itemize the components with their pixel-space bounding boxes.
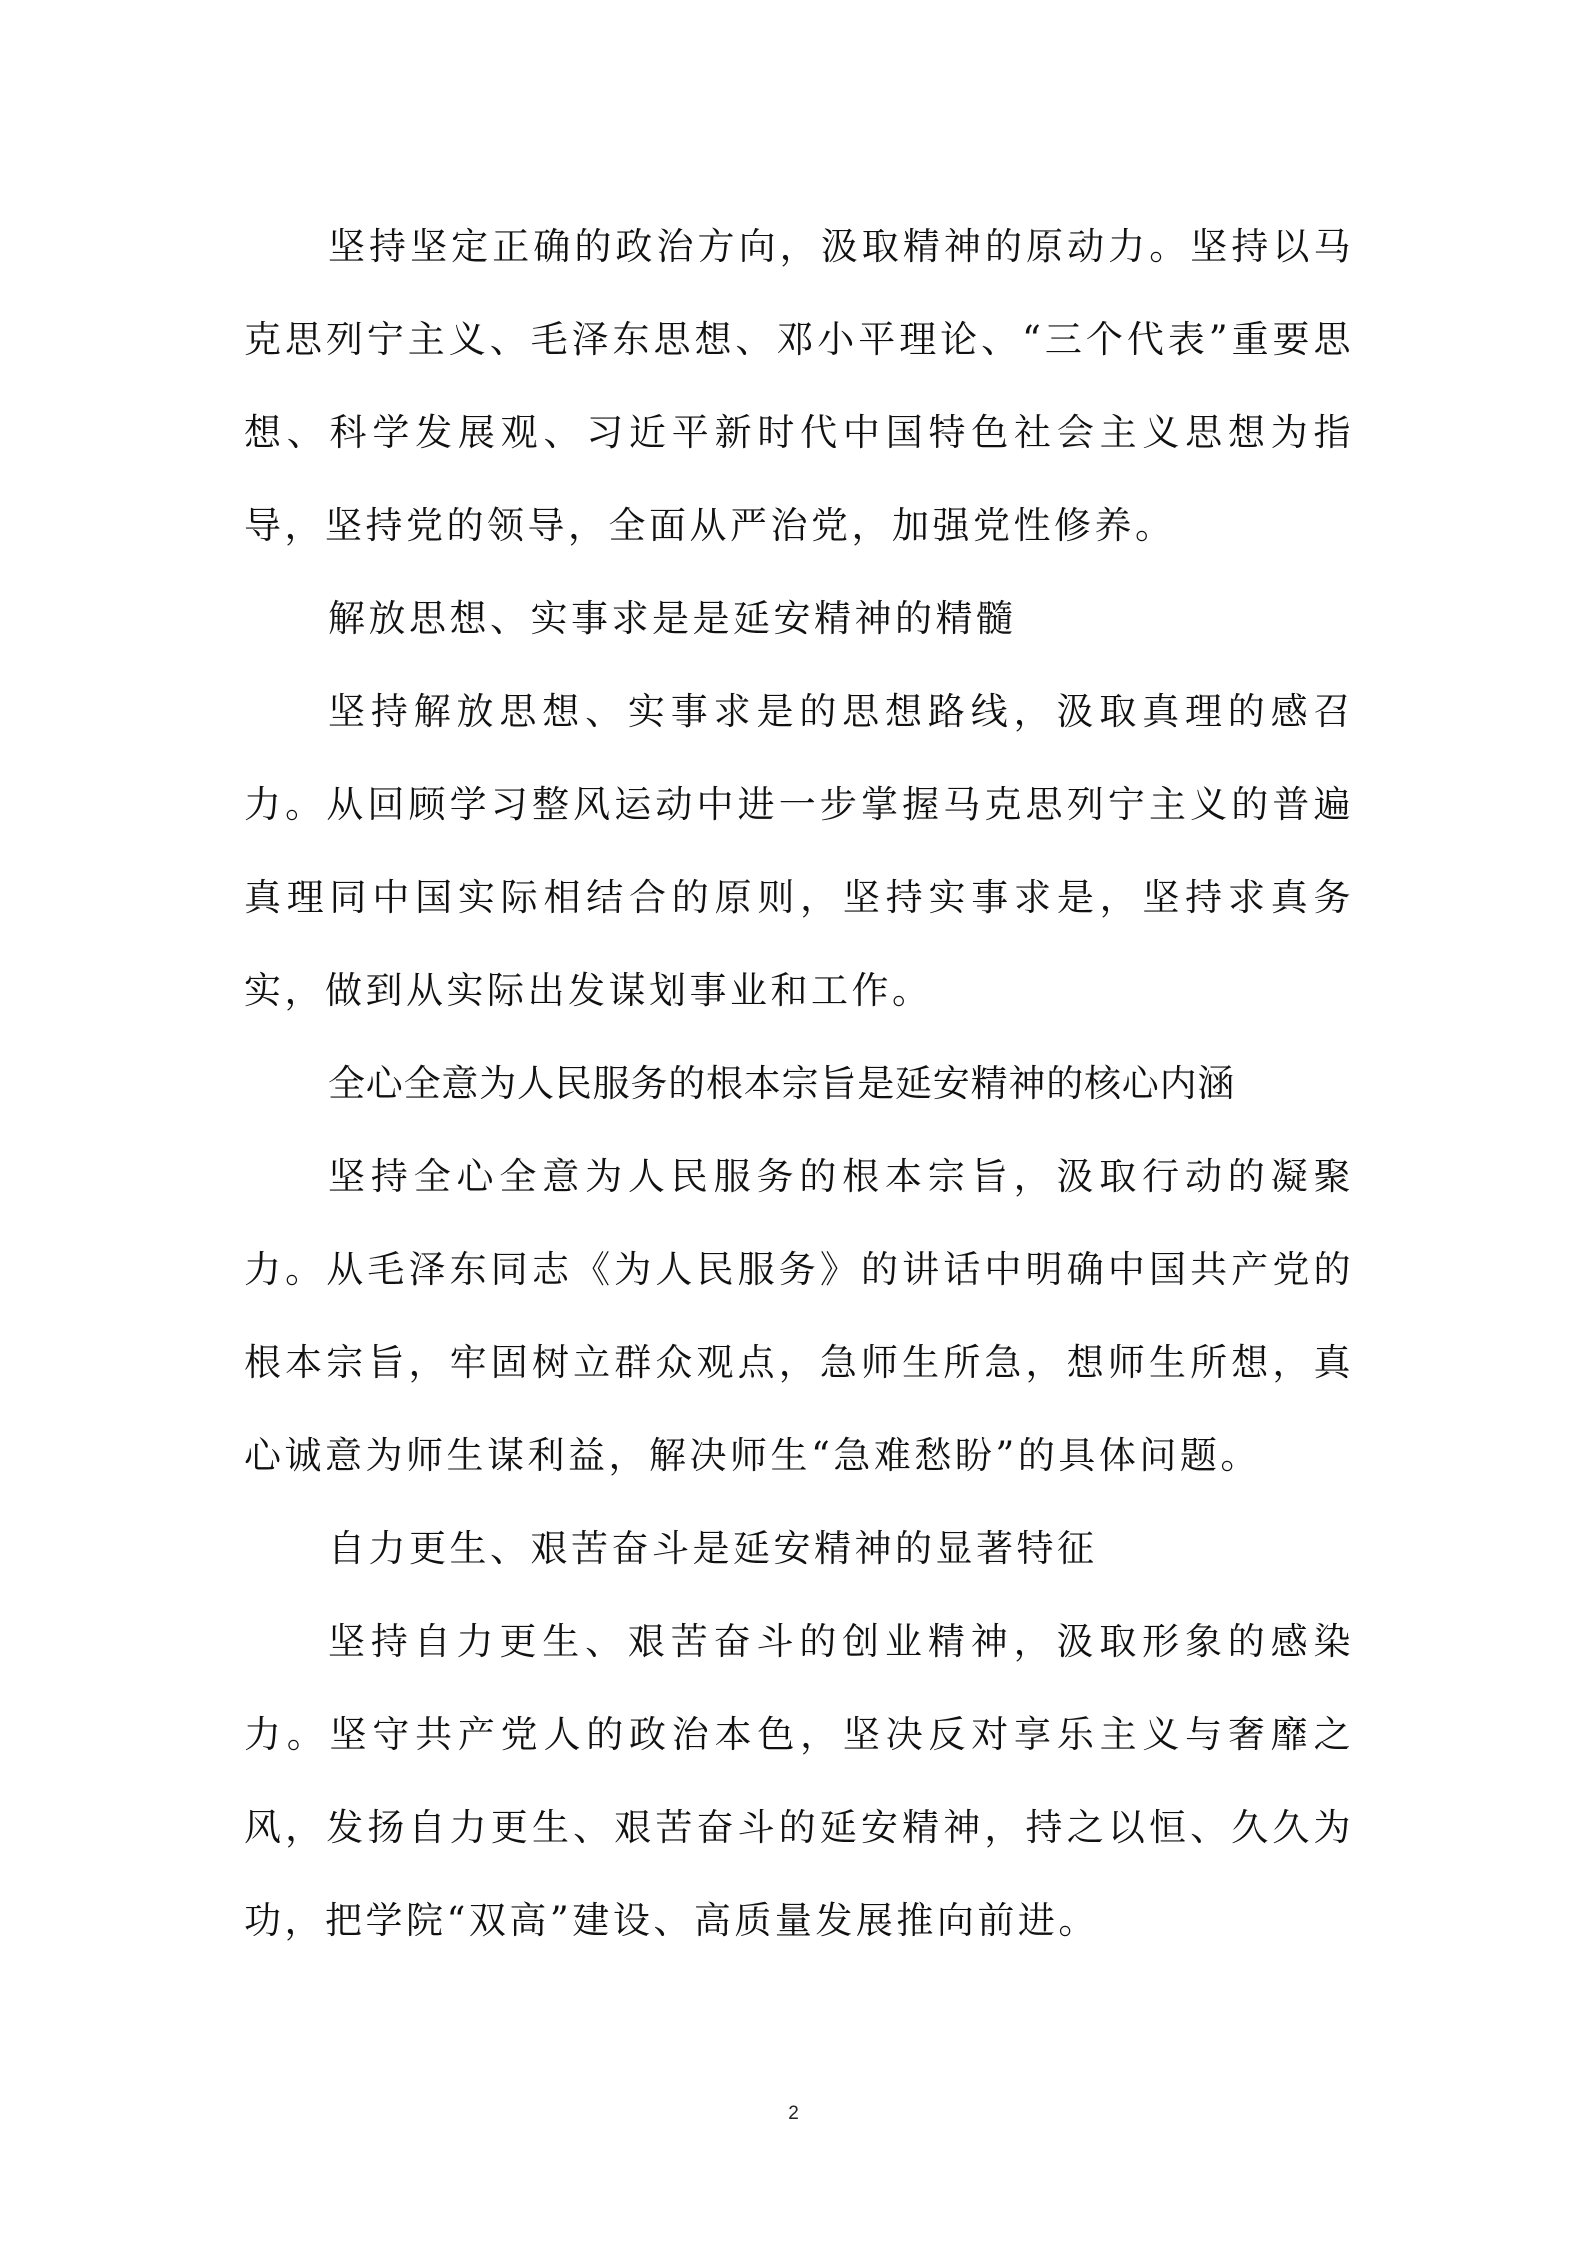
paragraph-seek-truth: 坚持解放思想、实事求是的思想路线，汲取真理的感召力。从回顾学习整风运动中进一步掌握马克思列宁主义的普遍真理同中国实际相结合的原则，坚持实事求是，坚持求真务实，做到从实际出发谋划事业和工作。: [244, 690, 1354, 1012]
heading-emancipate-mind: 解放思想、实事求是是延安精神的精髓: [328, 597, 1017, 640]
paragraph-political-direction: 坚持坚定正确的政治方向，汲取精神的原动力。坚持以马克思列宁主义、毛泽东思想、邓小平理论、“三个代表”重要思想、科学发展观、习近平新时代中国特色社会主义思想为指导，坚持党的领导，全面从严治党，加强党性修养。: [244, 225, 1354, 547]
heading-self-reliance: 自力更生、艰苦奋斗是延安精神的显著特征: [328, 1527, 1098, 1570]
page-number: 2: [788, 2103, 799, 2124]
paragraph-serve-people: 坚持全心全意为人民服务的根本宗旨，汲取行动的凝聚力。从毛泽东同志《为人民服务》的讲话中明确中国共产党的根本宗旨，牢固树立群众观点，急师生所急，想师生所想，真心诚意为师生谋利益，解决师生“急难愁盼”的具体问题。: [244, 1155, 1354, 1477]
paragraph-self-reliance: 坚持自力更生、艰苦奋斗的创业精神，汲取形象的感染力。坚守共产党人的政治本色，坚决反对享乐主义与奢靡之风，发扬自力更生、艰苦奋斗的延安精神，持之以恒、久久为功，把学院“双高”建设、高质量发展推向前进。: [244, 1620, 1354, 1942]
document-body: [244, 200, 1354, 1967]
heading-serve-people: 全心全意为人民服务的根本宗旨是延安精神的核心内涵: [328, 1062, 1236, 1105]
